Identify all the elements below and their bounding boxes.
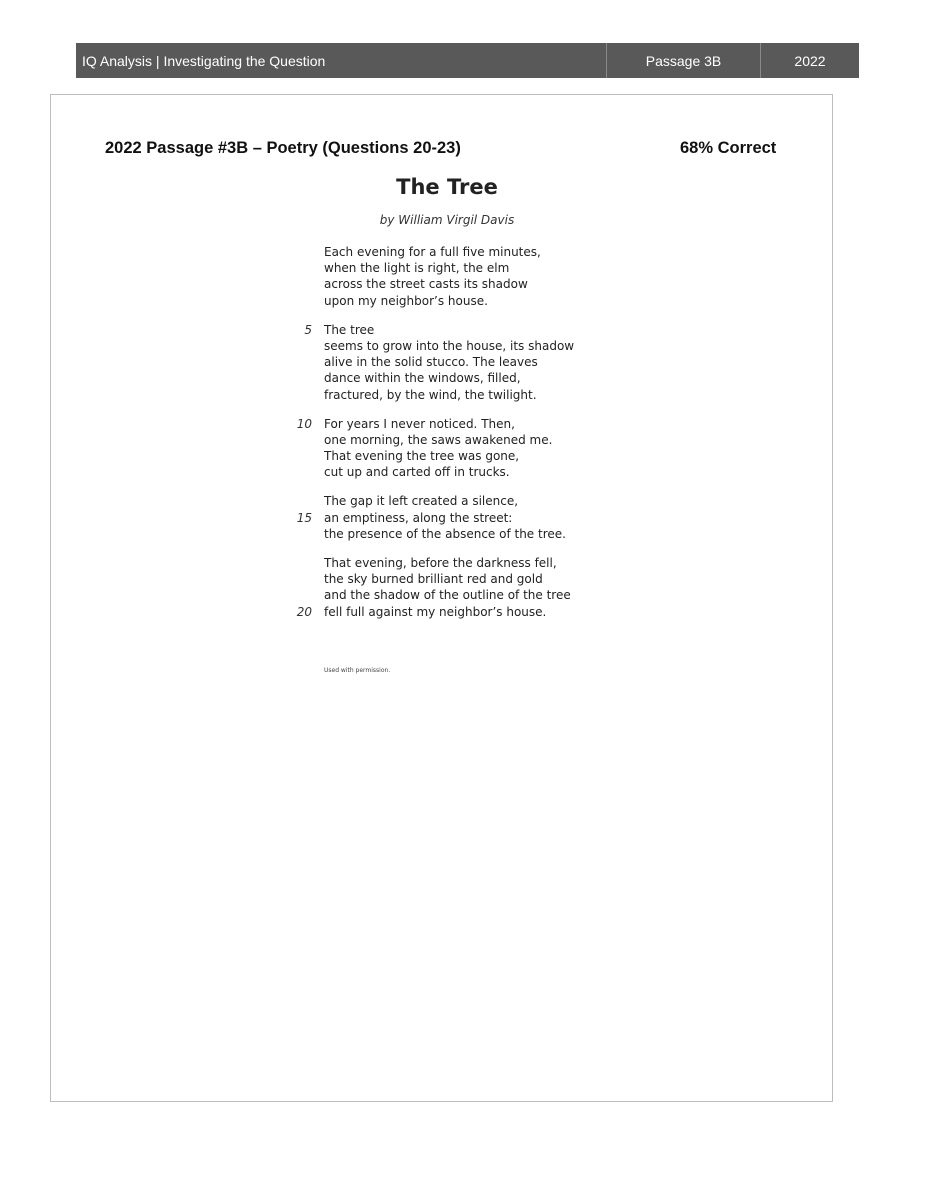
line-text: dance within the windows, filled, bbox=[324, 371, 521, 386]
poem-line bbox=[281, 338, 621, 354]
header-bar bbox=[76, 43, 859, 78]
poem-author: by William Virgil Davis bbox=[379, 213, 515, 227]
passage-heading: 2022 Passage #3B – Poetry (Questions 20-23) bbox=[105, 139, 461, 157]
poem-line bbox=[281, 604, 621, 620]
line-text: cut up and carted off in trucks. bbox=[324, 465, 510, 480]
poem-line bbox=[281, 293, 621, 309]
line-text: For years I never noticed. Then, bbox=[324, 416, 515, 431]
line-text: across the street casts its shadow bbox=[324, 277, 528, 292]
poem-line bbox=[281, 587, 621, 603]
stanza bbox=[281, 244, 621, 309]
stanza bbox=[281, 322, 621, 403]
stanza bbox=[281, 416, 621, 481]
line-text: alive in the solid stucco. The leaves bbox=[324, 355, 538, 370]
poem-line bbox=[281, 387, 621, 403]
line-text: and the shadow of the outline of the tree bbox=[324, 588, 571, 603]
line-text: when the light is right, the elm bbox=[324, 261, 510, 276]
line-number: 15 bbox=[296, 510, 312, 525]
stanza bbox=[281, 555, 621, 620]
poem-body bbox=[281, 244, 621, 633]
line-number: 5 bbox=[304, 322, 312, 337]
line-text: fractured, by the wind, the twilight. bbox=[324, 387, 537, 402]
poem-line bbox=[281, 555, 621, 571]
document-page bbox=[50, 94, 833, 1102]
poem-line bbox=[281, 276, 621, 292]
line-text: The tree bbox=[324, 322, 375, 337]
line-text: fell full against my neighbor’s house. bbox=[324, 604, 547, 619]
poem-line bbox=[281, 354, 621, 370]
line-text: the presence of the absence of the tree. bbox=[324, 526, 566, 541]
poem-line bbox=[281, 510, 621, 526]
poem-line bbox=[281, 370, 621, 386]
poem-title: The Tree bbox=[396, 175, 498, 199]
poem-line bbox=[281, 416, 621, 432]
line-number: 10 bbox=[296, 416, 312, 431]
header-passage: Passage 3B bbox=[607, 43, 761, 78]
stanza bbox=[281, 493, 621, 542]
permission-credit: Used with permission. bbox=[324, 667, 391, 674]
line-text: The gap it left created a silence, bbox=[324, 494, 519, 509]
line-text: upon my neighbor’s house. bbox=[324, 293, 488, 308]
percent-correct: 68% Correct bbox=[680, 139, 777, 157]
line-text: That evening the tree was gone, bbox=[324, 449, 520, 464]
poem-line bbox=[281, 526, 621, 542]
line-text: Each evening for a full five minutes, bbox=[324, 245, 541, 259]
line-text: seems to grow into the house, its shadow bbox=[324, 338, 575, 353]
poem-line bbox=[281, 322, 621, 338]
poem-line bbox=[281, 448, 621, 464]
line-text: the sky burned brilliant red and gold bbox=[324, 572, 543, 587]
line-text: an emptiness, along the street: bbox=[324, 510, 513, 525]
poem-line bbox=[281, 464, 621, 480]
poem-line bbox=[281, 244, 621, 260]
header-title: IQ Analysis | Investigating the Question bbox=[76, 43, 607, 78]
poem-line bbox=[281, 493, 621, 509]
line-number: 20 bbox=[296, 604, 312, 619]
poem-line bbox=[281, 432, 621, 448]
header-year: 2022 bbox=[794, 52, 826, 69]
line-text: That evening, before the darkness fell, bbox=[324, 556, 557, 570]
poem-line bbox=[281, 571, 621, 587]
poem-line bbox=[281, 260, 621, 276]
line-text: one morning, the saws awakened me. bbox=[324, 432, 553, 447]
